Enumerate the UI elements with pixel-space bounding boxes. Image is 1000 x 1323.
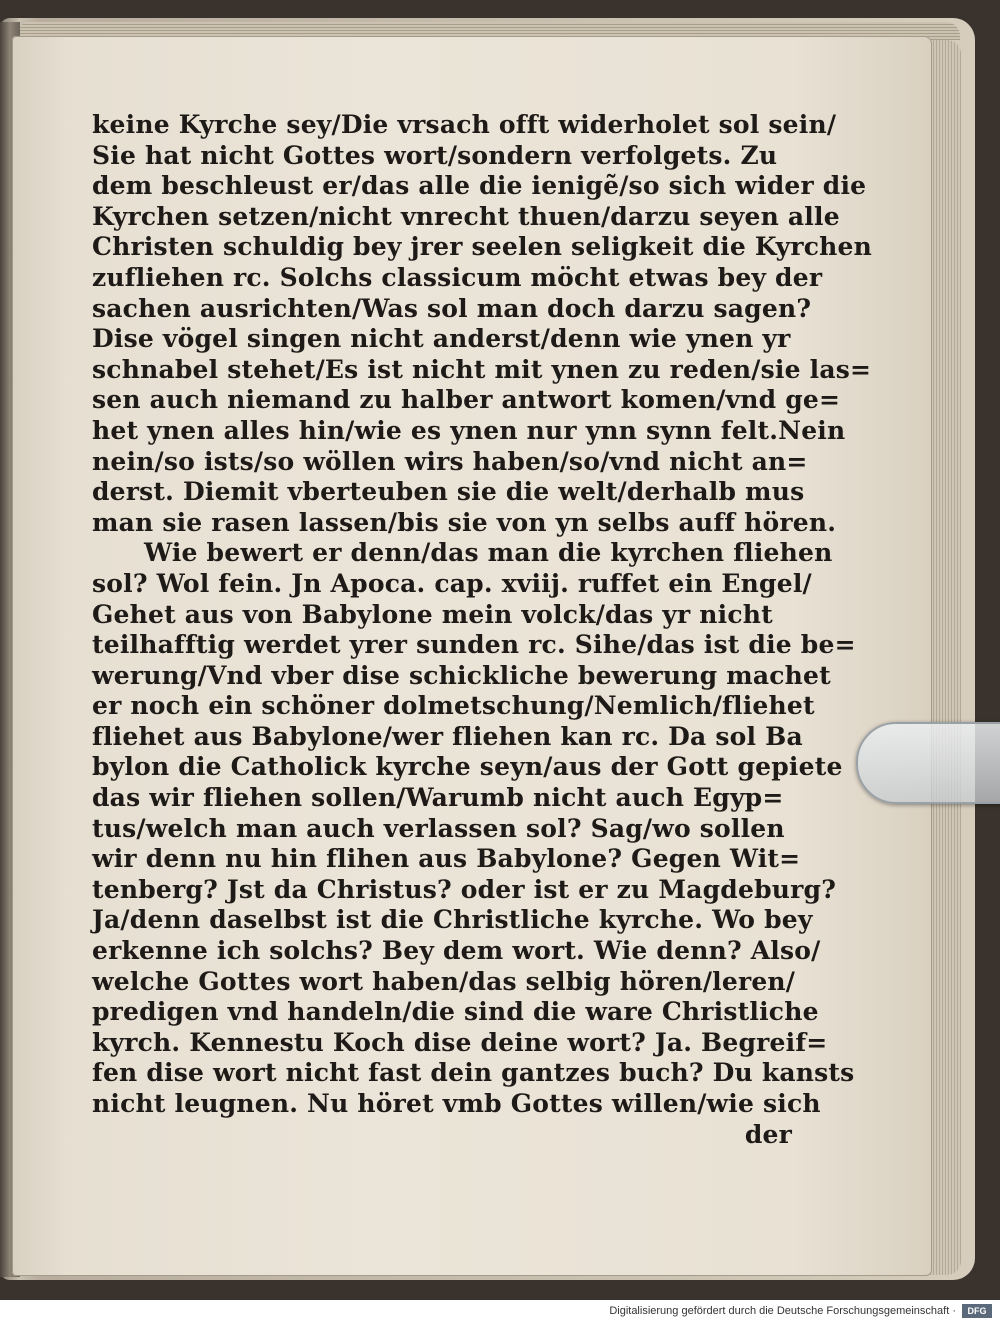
funding-credit: Digitalisierung gefördert durch die Deutsche Forschungsgemeinschaft ·	[609, 1305, 956, 1317]
text-line: kyrch. Kennestu Koch dise deine wort? Ja. Begreif=	[92, 1027, 828, 1057]
text-line: sen auch niemand zu halber antwort komen/vnd ge=	[92, 385, 841, 415]
text-line: das wir fliehen sollen/Warumb nicht auch Egyp=	[92, 783, 784, 813]
text-line: bylon die Catholick kyrche seyn/aus der Gott gepiete	[92, 752, 843, 782]
text-line: fen dise wort nicht fast dein gantzes buch? Du kansts	[92, 1058, 855, 1088]
text-line: Ja/denn daselbst ist die Christliche kyrche. Wo bey	[92, 905, 813, 935]
page-clip	[856, 722, 1000, 804]
page-text	[92, 110, 873, 1150]
catchword: der	[744, 1119, 792, 1149]
text-line: Christen schuldig bey jrer seelen seligkeit die Kyrchen	[92, 232, 873, 262]
text-line: er noch ein schöner dolmetschung/Nemlich/fliehet	[92, 691, 815, 721]
text-line: nicht leugnen. Nu höret vmb Gottes willen/wie sich	[92, 1089, 821, 1118]
text-line: derst. Diemit vberteuben sie die welt/derhalb mus	[92, 477, 805, 507]
text-line: Wie bewert er denn/das man die kyrchen fliehen	[144, 538, 833, 568]
text-line: het ynen alles hin/wie es ynen nur ynn synn felt.Nein	[92, 415, 846, 445]
text-line: Gehet aus von Babylone mein volck/das yr nicht	[92, 599, 773, 629]
text-line: nein/so ists/so wöllen wirs haben/so/vnd nicht an=	[92, 446, 808, 476]
text-line: werung/Vnd vber dise schickliche bewerung machet	[92, 660, 831, 690]
text-line: teilhafftig werdet yrer sunden rc. Sihe/das ist die be=	[92, 630, 856, 660]
text-line: fliehet aus Babylone/wer fliehen kan rc. Da sol Ba	[92, 721, 803, 751]
dfg-logo: DFG	[962, 1304, 992, 1318]
text-line: sachen ausrichten/Was sol man doch darzu sagen?	[92, 293, 812, 323]
text-line: man sie rasen lassen/bis sie von yn selbs auff hören.	[92, 507, 837, 537]
text-line: erkenne ich solchs? Bey dem wort. Wie denn? Also/	[92, 936, 821, 966]
text-line: Sie hat nicht Gottes wort/sondern verfolgets. Zu	[92, 140, 778, 170]
footer-bar	[0, 1300, 1000, 1323]
text-line: dem beschleust er/das alle die ienigẽ/so sich wider die	[92, 171, 867, 201]
text-line: Dise vögel singen nicht anderst/denn wie ynen yr	[92, 324, 791, 354]
text-line: tus/welch man auch verlassen sol? Sag/wo sollen	[92, 813, 785, 843]
text-line: tenberg? Jst da Christus? oder ist er zu Magdeburg?	[92, 874, 837, 904]
text-line: zufliehen rc. Solchs classicum möcht etwas bey der	[92, 262, 823, 292]
text-line: schnabel stehet/Es ist nicht mit ynen zu reden/sie las=	[92, 354, 872, 384]
text-line: Kyrchen setzen/nicht vnrecht thuen/darzu seyen alle	[92, 201, 840, 231]
text-line: sol? Wol fein. Jn Apoca. cap. xviij. ruffet ein Engel/	[92, 568, 812, 598]
text-line: welche Gottes wort haben/das selbig hören/leren/	[92, 966, 796, 996]
text-line: predigen vnd handeln/die sind die ware Christliche	[92, 997, 819, 1027]
text-line: keine Kyrche sey/Die vrsach offt widerholet sol sein/	[92, 110, 837, 139]
text-line: wir denn nu hin flihen aus Babylone? Gegen Wit=	[92, 844, 801, 874]
